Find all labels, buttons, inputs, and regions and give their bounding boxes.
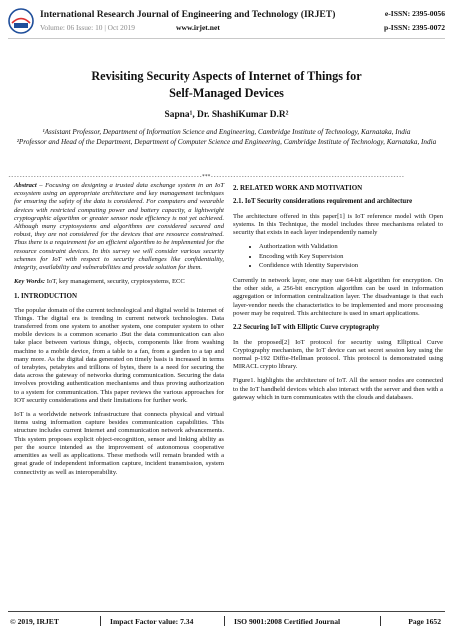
related-paragraph-1: The architecture offered in this paper[1] is IoT reference model with Open systems. In this Technique, the model includes three mechanisms related to security that exists in each layer independently namely [233,212,443,237]
related-paragraph-3: In the proposed[2] IoT protocol for security using Elliptical Curve Cryptography mechanism, the IoT device can set secret session key using the normal p-192 Diffie-Hellman protocol. This protocol is demonstrated using MIRACL crypto library. [233,338,443,371]
page-number: Page 1652 [408,617,441,626]
keywords-text: IoT, key management, security, cryptosystems, ECC [45,278,185,286]
intro-paragraph-1: The popular domain of the current technological and digital world is Internet of Things. The digital era is trending in current network technologies. Data transferred from one system to another system, one computer system to other mobile devices is a common scenario .But the data communication can also take place between various things, objects, components like from washing machine to a mobile device, from a table to a fan, from a garden to a tap and many more. As the digital data generated on timely basis is increased in terms of terabytes, petabytes and trillions of bytes, there is a need for securing the data across the gateway of networks during communication. Securing the data involves providing authentication mechanisms and thus proving authorization to a system for communication. This paper reviews the various approaches for IOT security considerations and their limitations for further work. [14,306,224,404]
abstract [14,182,224,272]
impact-factor: Impact Factor value: 7.34 [110,617,194,626]
list-item: • Authorization with Validation [259,243,443,251]
iso-certification: ISO 9001:2008 Certified Journal [234,617,341,626]
volume-issue: Volume: 06 Issue: 10 | Oct 2019 [40,23,135,32]
journal-header [8,6,445,46]
footer-separator [380,616,381,626]
related-paragraph-2: Currently in network layer, one may use 64-bit algorithm for encryption. On the other side, a 256-bit encryption algorithm can be used in information aggregation or information centralization layer. The disadvantage is that each layer-vendor needs the characteristics to be implemented and more processing power may be required. This architecture is used in smart applications. [233,277,443,317]
subsection-heading-2-2: 2.2 Securing IoT with Elliptic Curve cryptography [233,324,380,332]
affiliation-2: ²Professor and Head of the Department, Department of Computer Science and Engineering, Cambridge Institute of Technology, Karnataka, India [16,138,437,146]
list-item: • Encoding with Key Supervision [259,253,443,261]
journal-name: International Research Journal of Engineering and Technology (IRJET) [40,9,336,20]
title-line-2: Self-Managed Devices [169,86,284,100]
left-column [14,182,224,483]
eissn: e-ISSN: 2395-0056 [384,9,445,18]
list-item: • Confidence with Identity Supervision [259,262,443,270]
section-heading-introduction: 1. INTRODUCTION [14,292,78,301]
affiliations [12,127,441,147]
abstract-label: Abstract [14,182,37,189]
page-footer [8,616,445,632]
title-line-1: Revisiting Security Aspects of Internet of Things for [91,69,362,83]
intro-paragraph-2: IoT is a worldwide network infrastructure that connects physical and virtual items using information capture besides communication capabilities. This structure includes current Internet and communication network advancements. This system proposes explicit object-recognition, sensor and linking ability as per the source intended as the improvement of autonomous cooperative amenities as well as applications. These methods will remain branded with a great grade of independent information capture, incident transmission, system connectivity as well as interoperability. [14,411,224,476]
keywords-label: Key Words: [14,278,46,286]
security-mechanism-list [259,243,443,270]
affiliation-1: ¹Assistant Professor, Department of Information Science and Engineering, Cambridge Institute of Technology, Karnataka, India [42,128,411,136]
footer-separator [100,616,101,626]
section-heading-related-work: 2. RELATED WORK AND MOTIVATION [233,184,363,192]
related-paragraph-4: Figure1. highlights the architecture of IoT. All the sensor nodes are connected to the IoT handheld devices which also interact with the server and then with a gateway which in turn communicates with the clouds and databases. [233,377,443,401]
footer-separator [224,616,225,626]
right-column [233,182,443,408]
header-divider [8,38,445,39]
section-divider: ---------------------------------------------------------------------***--------------------------------------------------------------------- [8,174,405,180]
pissn: p-ISSN: 2395-0072 [384,23,445,32]
authors: Sapna¹, Dr. ShashiKumar D.R² [164,110,289,120]
journal-website[interactable]: www.irjet.net [176,23,220,32]
footer-divider [8,611,445,612]
paper-title [30,68,423,102]
abstract-text: – Focusing on designing a trusted data exchange system in an IoT ecosystem using an appropriate architecture and key management techniques for ensuring the safety of the data is considered. For computers and wearable devices with restricted computing power and battery capacity, a lightweight cryptographic algorithm or greater sensor node efficiency is not yet achieved. Although many cryptosystems and algorithms are considered secured and robust, they are not considered for the devices that are resource constrained. Thus there is a requirement for an efficient algorithm to be implemented for the resource constraint devices. In this survey we will consider various security schemes for IoT with respect to security challenges like confidentiality, integrity, availability and vulnerabilities and provide solution for them. [14,182,224,272]
keywords [14,278,224,286]
irjet-logo [8,8,34,34]
subsection-heading-2-1: 2.1. IoT Security considerations requirement and architecture [233,198,413,206]
copyright: © 2019, IRJET [10,617,59,626]
